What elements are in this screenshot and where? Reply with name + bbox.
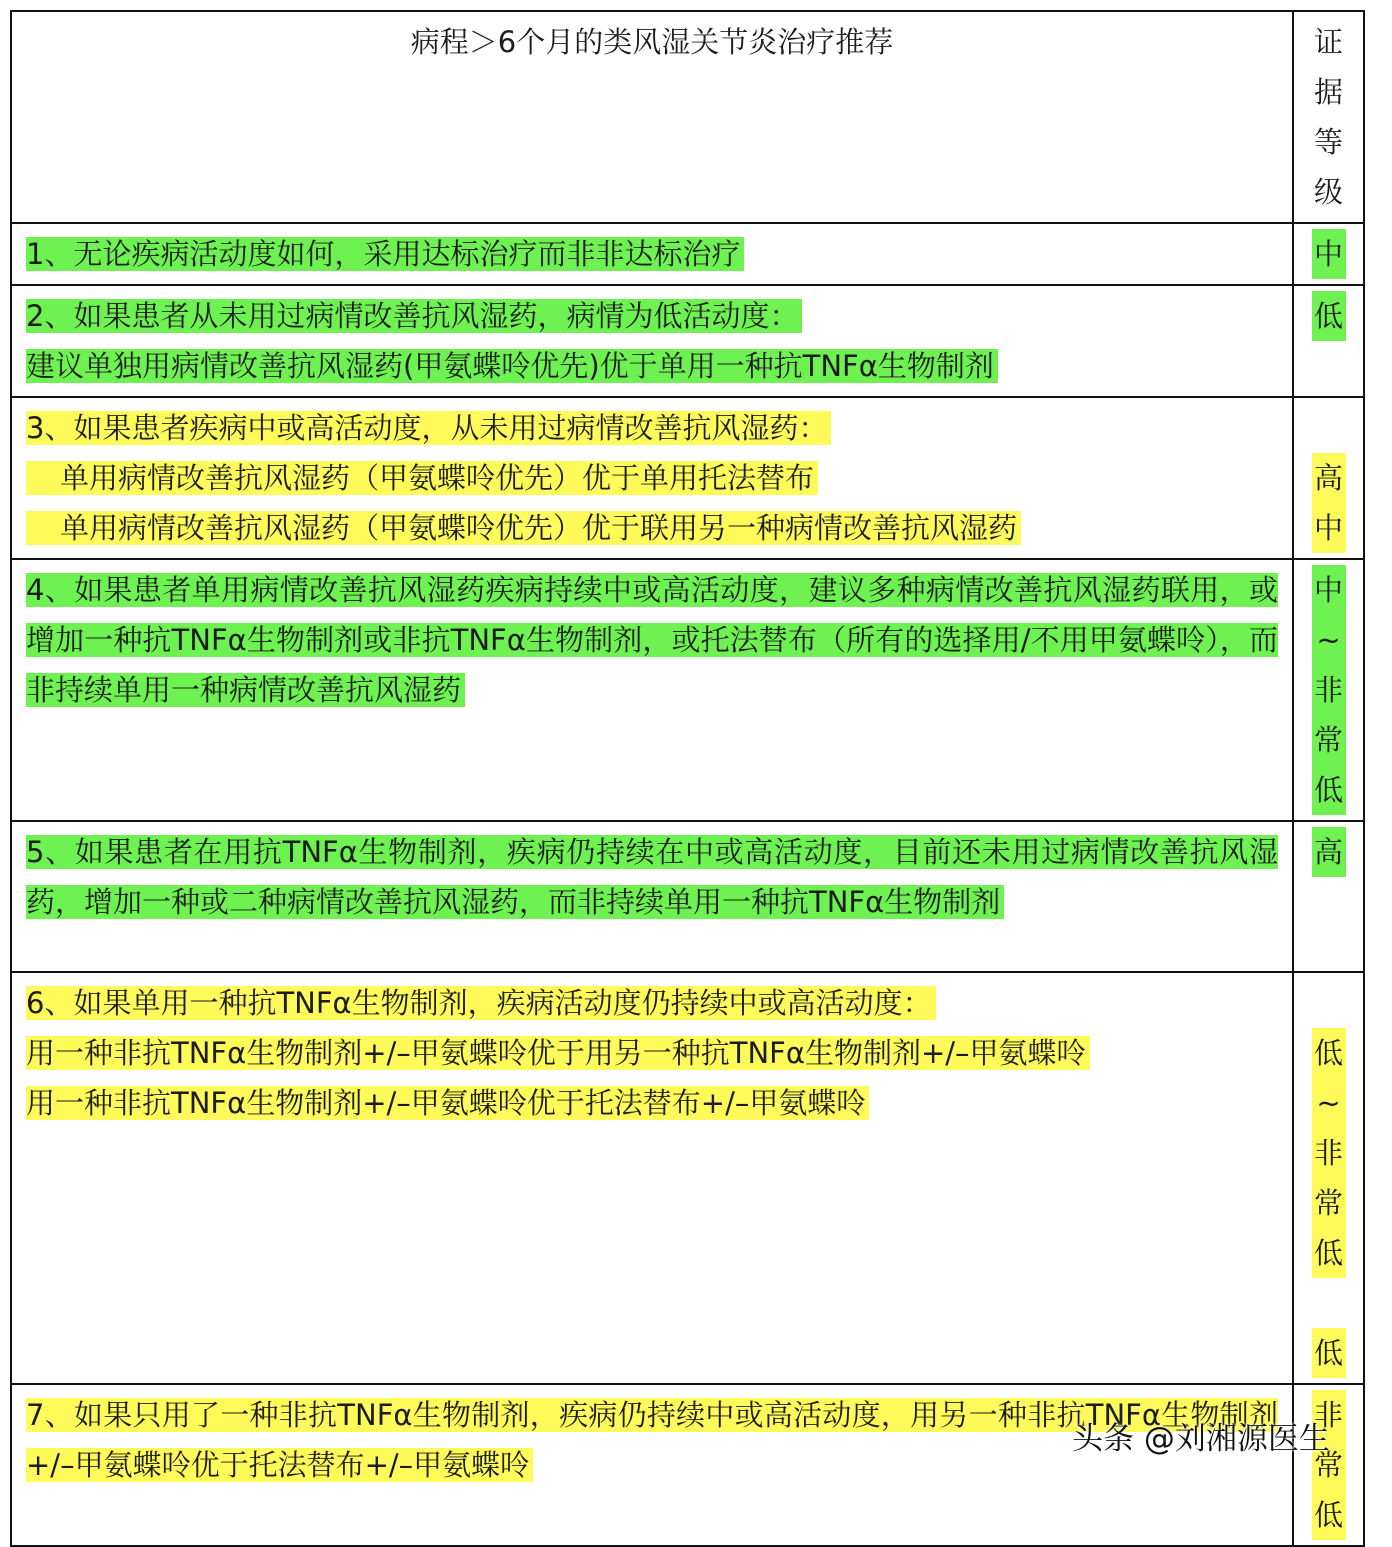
table-row: [11, 559, 1364, 821]
recommendation-text: 用一种非抗TNFα生物制剂+/–甲氨蝶呤优于用另一种抗TNFα生物制剂+/–甲氨蝶呤: [26, 1036, 1090, 1070]
recommendation-text: 4、如果患者单用病情改善抗风湿药疾病持续中或高活动度，建议多种病情改善抗风湿药联用，或增加一种抗TNFα生物制剂或非抗TNFα生物制剂，或托法替布（所有的选择用/不用甲氨蝶呤），而非持续单用一种病情改善抗风湿药: [26, 573, 1278, 707]
recommendation-text: 5、如果患者在用抗TNFα生物制剂，疾病仍持续在中或高活动度，目前还未用过病情改善抗风湿药，增加一种或二种病情改善抗风湿药，而非持续单用一种抗TNFα生物制剂: [26, 835, 1278, 919]
evidence-level: 低: [1312, 1228, 1346, 1278]
recommendation-text: 用一种非抗TNFα生物制剂+/–甲氨蝶呤优于托法替布+/–甲氨蝶呤: [26, 1086, 869, 1120]
evidence-level: [1312, 403, 1346, 453]
evidence-cell: [1293, 1384, 1364, 1546]
recommendation-text: 6、如果单用一种抗TNFα生物制剂，疾病活动度仍持续中或高活动度：: [26, 986, 936, 1020]
evidence-cell: [1293, 821, 1364, 972]
evidence-level: 常: [1313, 1448, 1343, 1482]
evidence-level: 高: [1313, 835, 1343, 869]
recommendation-text: 单用病情改善抗风湿药（甲氨蝶呤优先）优于单用托法替布: [26, 461, 818, 495]
recommendation-cell: [11, 821, 1293, 972]
evidence-level: 中: [1313, 573, 1343, 607]
recommendation-text: 3、如果患者疾病中或高活动度，从未用过病情改善抗风湿药：: [26, 411, 831, 445]
evidence-level: 低: [1312, 1328, 1346, 1378]
recommendation-cell: [11, 285, 1293, 397]
evidence-cell: [1293, 397, 1364, 559]
evidence-level: [1312, 1278, 1346, 1328]
table-row: [11, 397, 1364, 559]
recommendation-table: [10, 10, 1365, 1547]
recommendation-cell: [11, 397, 1293, 559]
evidence-level: 中: [1313, 237, 1343, 271]
evidence-level: ~: [1312, 1078, 1346, 1128]
evidence-level: [1312, 978, 1346, 1028]
recommendation-cell: [11, 1384, 1293, 1546]
table-row: [11, 285, 1364, 397]
recommendation-text: 单用病情改善抗风湿药（甲氨蝶呤优先）优于联用另一种病情改善抗风湿药: [26, 511, 1021, 545]
evidence-cell: [1293, 972, 1364, 1384]
evidence-level: 非: [1312, 1128, 1346, 1178]
recommendation-text: 2、如果患者从未用过病情改善抗风湿药，病情为低活动度：: [26, 299, 802, 333]
evidence-level: 高: [1312, 453, 1346, 503]
evidence-level: 常: [1313, 723, 1343, 757]
evidence-level: 非: [1313, 673, 1343, 707]
table-row: [11, 972, 1364, 1384]
table-title: 病程＞6个月的类风湿关节炎治疗推荐: [410, 25, 894, 59]
evidence-level: 中: [1312, 503, 1346, 553]
evidence-header-char: 证: [1313, 25, 1343, 59]
evidence-level: 常: [1312, 1178, 1346, 1228]
header-title-cell: [11, 11, 1293, 223]
watermark: 头条 @刘湘源医生: [1072, 1421, 1330, 1457]
recommendation-text: 1、无论疾病活动度如何，采用达标治疗而非非达标治疗: [26, 237, 744, 271]
table-row: [11, 1384, 1364, 1546]
recommendation-cell: [11, 972, 1293, 1384]
evidence-level: 非: [1313, 1398, 1343, 1432]
table-row: [11, 821, 1364, 972]
table-row: [11, 223, 1364, 285]
table-header-row: [11, 11, 1364, 223]
recommendation-cell: [11, 559, 1293, 821]
recommendation-cell: [11, 223, 1293, 285]
evidence-header-char: 等: [1313, 125, 1343, 159]
evidence-header-char: 级: [1313, 175, 1343, 209]
recommendation-text: 建议单独用病情改善抗风湿药(甲氨蝶呤优先)优于单用一种抗TNFα生物制剂: [26, 349, 998, 383]
evidence-cell: [1293, 285, 1364, 397]
evidence-header-char: 据: [1313, 75, 1343, 109]
evidence-header-cell: [1293, 11, 1364, 223]
recommendation-text: 7、如果只用了一种非抗TNFα生物制剂，疾病仍持续中或高活动度，用另一种非抗TNFα生物制剂+/–甲氨蝶呤优于托法替布+/–甲氨蝶呤: [26, 1398, 1278, 1482]
evidence-level: 低: [1312, 1028, 1346, 1078]
evidence-level: ~: [1316, 623, 1341, 657]
evidence-level: 低: [1313, 773, 1343, 807]
evidence-level: 低: [1313, 299, 1343, 333]
evidence-level: 低: [1313, 1498, 1343, 1532]
evidence-cell: [1293, 559, 1364, 821]
evidence-cell: [1293, 223, 1364, 285]
